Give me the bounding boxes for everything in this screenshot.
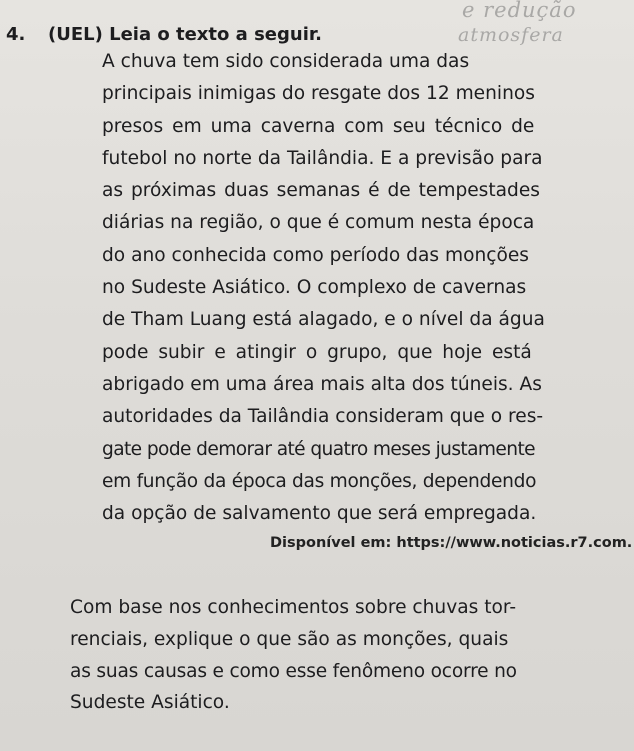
text-line: A chuva tem sido considerada uma das	[102, 51, 470, 72]
prompt-line: Sudeste Asiático.	[70, 692, 230, 714]
text-line: pode subir e atingir o grupo, que hoje está	[102, 341, 532, 363]
prompt-line: as suas causas e como esse fenômeno ocorre no	[70, 660, 517, 682]
text-line: as próximas duas semanas é de tempestades	[102, 180, 540, 202]
source-text-paragraph	[40, 46, 604, 530]
text-line: da opção de salvamento que será empregada.	[102, 503, 537, 525]
text-line: autoridades da Tailândia consideram que o res-	[102, 406, 544, 428]
text-line: de Tham Luang está alagado, e o nível da água	[102, 309, 545, 331]
text-line: principais inimigas do resgate dos 12 meninos	[102, 83, 535, 105]
question-header: (UEL) Leia o texto a seguir.	[48, 24, 323, 45]
text-line: abrigado em uma área mais alta dos túneis. As	[102, 373, 542, 395]
text-line: presos em uma caverna com seu técnico de	[102, 115, 535, 137]
prompt-line: renciais, explique o que são as monções, quais	[70, 628, 509, 650]
question-number: 4.	[6, 24, 26, 45]
text-line: do ano conhecida como período das monções	[102, 244, 529, 266]
handwritten-note-2: atmosfera	[458, 24, 564, 46]
text-line: em função da época das monções, dependendo	[102, 470, 537, 492]
text-line: no Sudeste Asiático. O complexo de cavernas	[102, 277, 527, 299]
source-citation: Disponível em: https://www.noticias.r7.com.	[270, 535, 633, 551]
text-line: gate pode demorar até quatro meses justamente	[102, 438, 535, 460]
text-line: futebol no norte da Tailândia. E a previsão para	[102, 147, 543, 169]
text-line: diárias na região, o que é comum nesta época	[102, 212, 535, 234]
question-prompt	[40, 592, 604, 719]
handwritten-note-1: e redução	[462, 0, 577, 22]
prompt-line: Com base nos conhecimentos sobre chuvas tor-	[70, 597, 517, 618]
